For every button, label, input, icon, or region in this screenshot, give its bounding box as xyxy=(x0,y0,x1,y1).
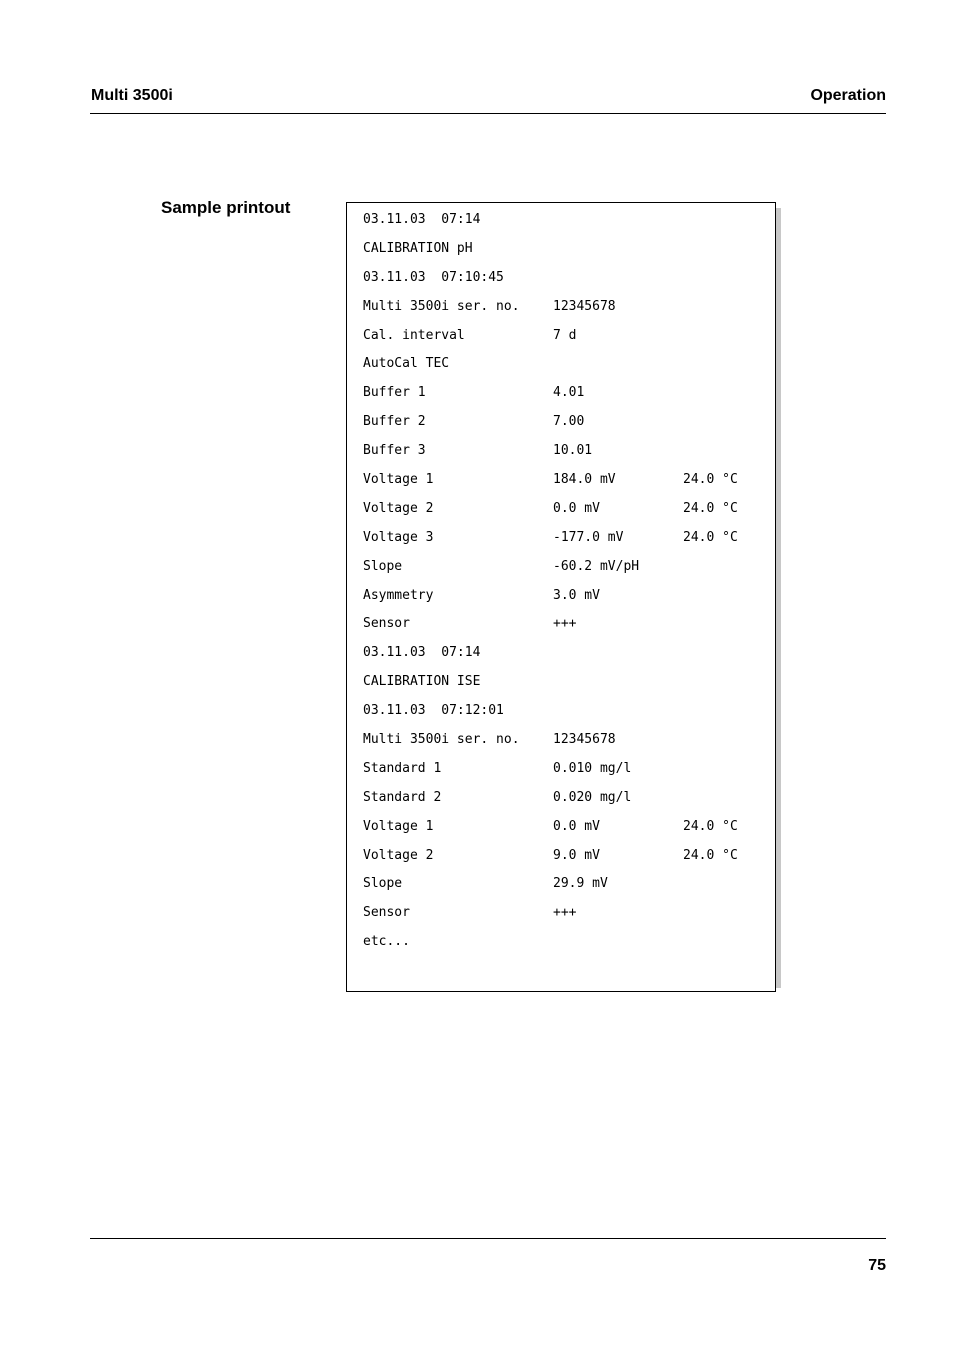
printout-cell: Sensor xyxy=(363,905,410,921)
printout-cell: CALIBRATION pH xyxy=(363,240,473,256)
printout-cell: Voltage 1 xyxy=(363,818,434,834)
sample-printout xyxy=(346,202,776,992)
printout-cell: Slope xyxy=(363,876,403,892)
printout-cell: Slope xyxy=(363,558,403,574)
printout-cell: Multi 3500i ser. no. xyxy=(363,298,520,314)
section-title: Sample printout xyxy=(161,198,291,217)
printout-cell: Buffer 3 xyxy=(363,443,426,459)
printout-cell: +++ xyxy=(553,616,577,632)
printout-cell: Voltage 3 xyxy=(363,529,434,545)
printout-cell: Buffer 2 xyxy=(363,414,426,430)
printout-cell: 24.0 °C xyxy=(683,847,738,863)
printout-cell: 24.0 °C xyxy=(683,818,738,834)
printout-cell: 0.010 mg/l xyxy=(553,760,632,776)
printout-cell: Buffer 1 xyxy=(363,385,426,401)
printout-cell: 4.01 xyxy=(553,385,585,401)
printout-cell: 0.020 mg/l xyxy=(553,789,632,805)
printout-cell: 12345678 xyxy=(553,298,616,314)
printout-cell: Multi 3500i ser. no. xyxy=(363,732,520,748)
header-divider xyxy=(90,113,886,114)
header-product-name: Multi 3500i xyxy=(91,87,173,104)
printout-cell: 03.11.03 07:10:45 xyxy=(363,269,504,285)
printout-cell: -60.2 mV/pH xyxy=(553,558,640,574)
printout-cell: Asymmetry xyxy=(363,587,434,603)
printout-cell: Standard 2 xyxy=(363,789,442,805)
printout-cell: Voltage 2 xyxy=(363,500,434,516)
printout-cell: +++ xyxy=(553,905,577,921)
printout-cell: 24.0 °C xyxy=(683,472,738,488)
printout-cell: 0.0 mV xyxy=(553,500,600,516)
printout-cell: 0.0 mV xyxy=(553,818,600,834)
printout-cell: 7 d xyxy=(553,327,577,343)
printout-cell: AutoCal TEC xyxy=(363,356,450,372)
printout-cell: 03.11.03 07:12:01 xyxy=(363,703,504,719)
printout-cell: etc... xyxy=(363,934,410,950)
printout-cell: Voltage 2 xyxy=(363,847,434,863)
printout-cell: -177.0 mV xyxy=(553,529,624,545)
printout-cell: CALIBRATION ISE xyxy=(363,674,481,690)
printout-cell: 3.0 mV xyxy=(553,587,600,603)
printout-cell: 12345678 xyxy=(553,732,616,748)
printout-cell: 10.01 xyxy=(553,443,593,459)
printout-cell: Voltage 1 xyxy=(363,472,434,488)
printout-cell: Standard 1 xyxy=(363,760,442,776)
footer-divider xyxy=(90,1238,886,1239)
printout-cell: 29.9 mV xyxy=(553,876,608,892)
printout-cell: 9.0 mV xyxy=(553,847,600,863)
printout-cell: 24.0 °C xyxy=(683,529,738,545)
page-number: 75 xyxy=(868,1257,886,1274)
header-chapter-title: Operation xyxy=(810,87,886,104)
printout-cell: 03.11.03 07:14 xyxy=(363,212,481,227)
printout-cell: Cal. interval xyxy=(363,327,465,343)
printout-cell: 03.11.03 07:14 xyxy=(363,645,481,661)
printout-cell: 7.00 xyxy=(553,414,585,430)
printout-cell: 184.0 mV xyxy=(553,472,616,488)
printout-cell: 24.0 °C xyxy=(683,500,738,516)
printout-cell: Sensor xyxy=(363,616,410,632)
